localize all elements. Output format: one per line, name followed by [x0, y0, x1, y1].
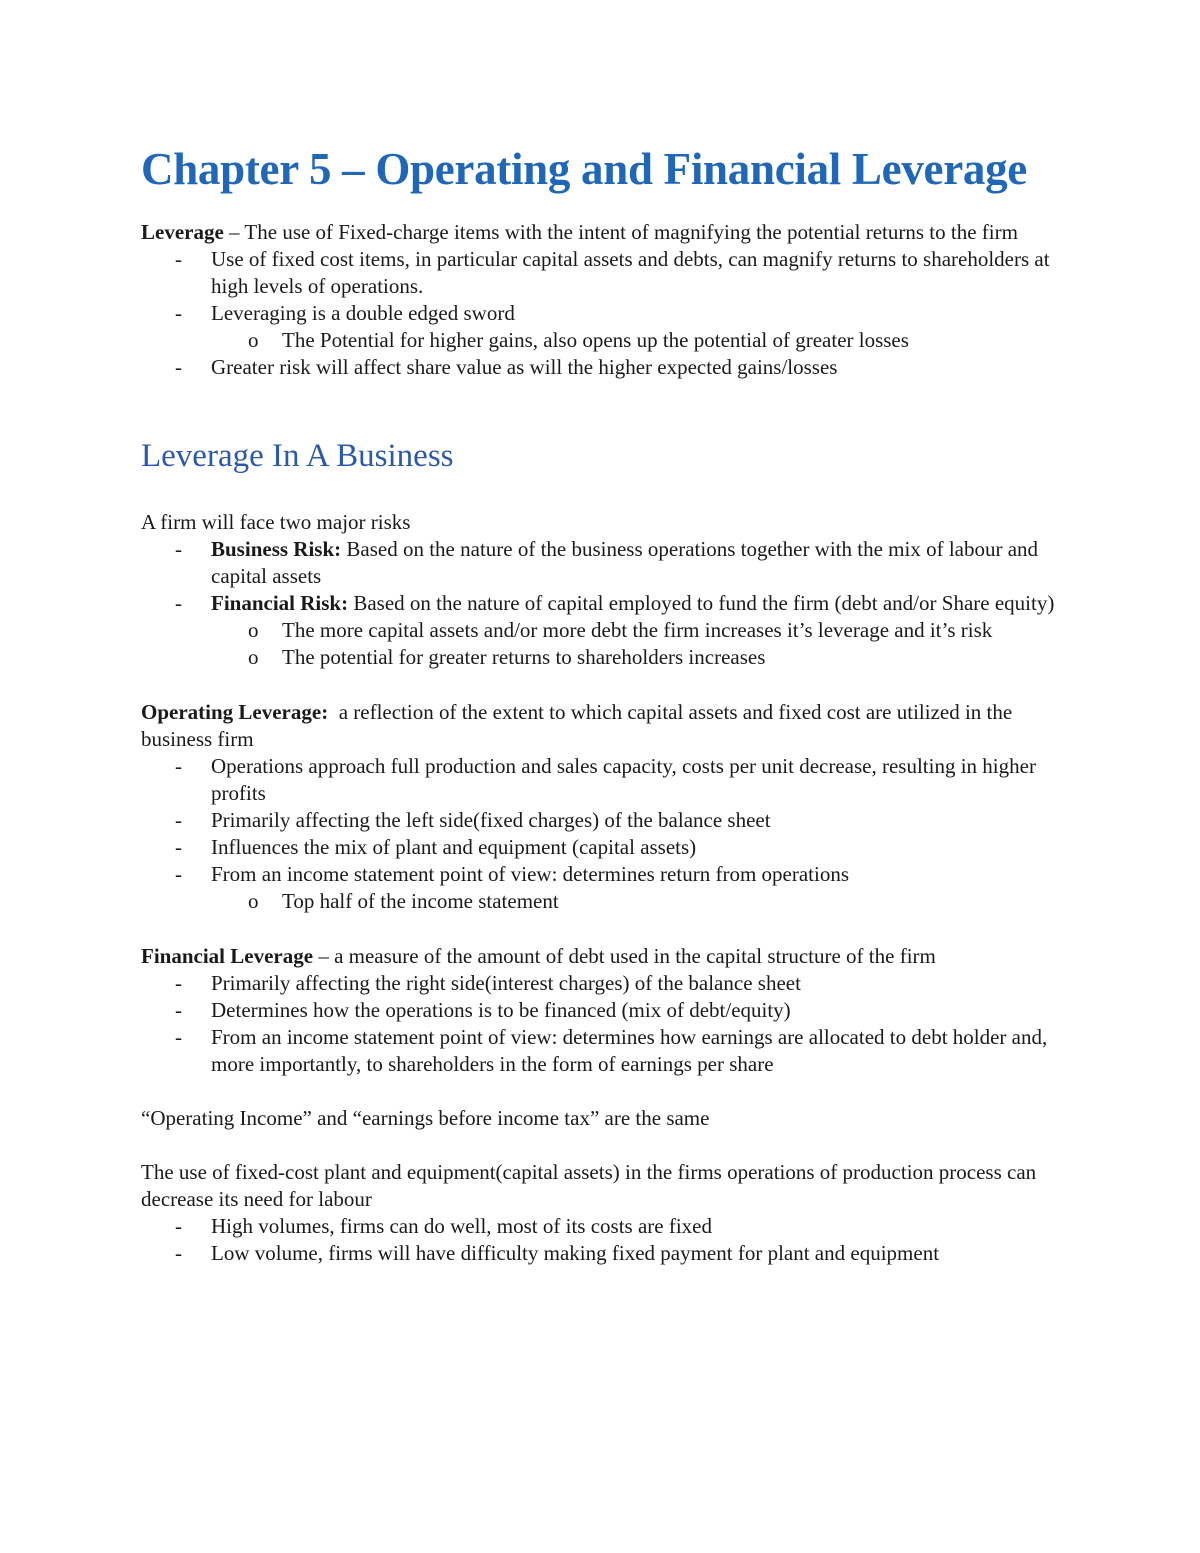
leverage-term: Leverage: [141, 220, 224, 244]
dash-marker: -: [175, 1241, 182, 1265]
sub-list-item: o The Potential for higher gains, also opens up the potential of greater losses: [248, 328, 909, 352]
fixed-cost-bullets: [141, 1213, 1071, 1267]
leverage-definition: [141, 219, 1071, 246]
circle-marker: o: [248, 889, 259, 913]
financial-risk-term: Financial Risk:: [211, 591, 349, 615]
dash-marker: -: [175, 537, 182, 561]
list-item: - Financial Risk: Based on the nature of capital employed to fund the firm (debt and/or Share equity): [175, 591, 1055, 615]
risks-intro: A firm will face two major risks: [141, 510, 411, 534]
list-item: - Leveraging is a double edged sword: [175, 301, 515, 325]
list-item: - Influences the mix of plant and equipment (capital assets): [175, 835, 697, 859]
dash-marker: -: [175, 355, 182, 379]
operating-leverage-term: Operating Leverage:: [141, 700, 329, 724]
circle-marker: o: [248, 645, 259, 669]
fixed-cost-intro: The use of fixed-cost plant and equipment(capital assets) in the firms operations of production process can decrease its need for labour: [141, 1160, 1037, 1211]
circle-marker: o: [248, 618, 259, 642]
sub-list-item: o Top half of the income statement: [248, 889, 559, 913]
dash-marker: -: [175, 754, 182, 778]
operating-income-note: “Operating Income” and “earnings before income tax” are the same: [141, 1106, 710, 1130]
sub-list-item: o The potential for greater returns to shareholders increases: [248, 645, 766, 669]
list-item: - Determines how the operations is to be financed (mix of debt/equity): [175, 998, 791, 1022]
list-item: - Primarily affecting the left side(fixed charges) of the balance sheet: [175, 808, 771, 832]
list-item: - Business Risk: Based on the nature of the business operations together with the mix of labour and capital assets: [175, 537, 1039, 588]
financial-leverage-term: Financial Leverage: [141, 944, 314, 968]
sub-list-item: o The more capital assets and/or more debt the firm increases it’s leverage and it’s risk: [248, 618, 993, 642]
leverage-bullets: [141, 246, 1071, 381]
section-heading: Leverage In A Business: [141, 438, 454, 474]
dash-marker: -: [175, 1025, 182, 1049]
list-item: - Use of fixed cost items, in particular capital assets and debts, can magnify returns to shareholders at high levels of operations.: [175, 247, 1050, 298]
financial-bullets: [141, 970, 1071, 1078]
list-item: - Primarily affecting the right side(interest charges) of the balance sheet: [175, 971, 801, 995]
document-body: [141, 140, 1071, 1267]
dash-marker: -: [175, 301, 182, 325]
circle-marker: o: [248, 328, 259, 352]
dash-marker: -: [175, 835, 182, 859]
dash-marker: -: [175, 971, 182, 995]
dash-marker: -: [175, 808, 182, 832]
dash-marker: -: [175, 1214, 182, 1238]
list-item: - Greater risk will affect share value as will the higher expected gains/losses: [175, 355, 838, 379]
operating-leverage-definition: Operating Leverage: a reflection of the extent to which capital assets and fixed cost are utilized in the business firm: [141, 700, 1018, 751]
business-risk-term: Business Risk:: [211, 537, 342, 561]
financial-leverage-definition: Financial Leverage – a measure of the amount of debt used in the capital structure of the firm: [141, 944, 936, 968]
chapter-title: Chapter 5 – Operating and Financial Leverage: [141, 144, 1027, 194]
dash-marker: -: [175, 998, 182, 1022]
list-item: - High volumes, firms can do well, most of its costs are fixed: [175, 1214, 712, 1238]
dash-marker: -: [175, 862, 182, 886]
list-item: - Operations approach full production and sales capacity, costs per unit decrease, resulting in higher profits: [175, 754, 1036, 805]
list-item: - From an income statement point of view: determines return from operations: [175, 862, 849, 886]
list-item: - Low volume, firms will have difficulty making fixed payment for plant and equipment: [175, 1241, 940, 1265]
dash-marker: -: [175, 247, 182, 271]
leverage-definition-text: – The use of Fixed-charge items with the intent of magnifying the potential returns to the firm: [223, 220, 1018, 244]
list-item: - From an income statement point of view: determines how earnings are allocated to debt holder and, more importantly, to shareholders in the form of earnings per share: [175, 1025, 1048, 1076]
dash-marker: -: [175, 591, 182, 615]
risks-bullets: [141, 536, 1071, 671]
operating-bullets: [141, 753, 1071, 915]
